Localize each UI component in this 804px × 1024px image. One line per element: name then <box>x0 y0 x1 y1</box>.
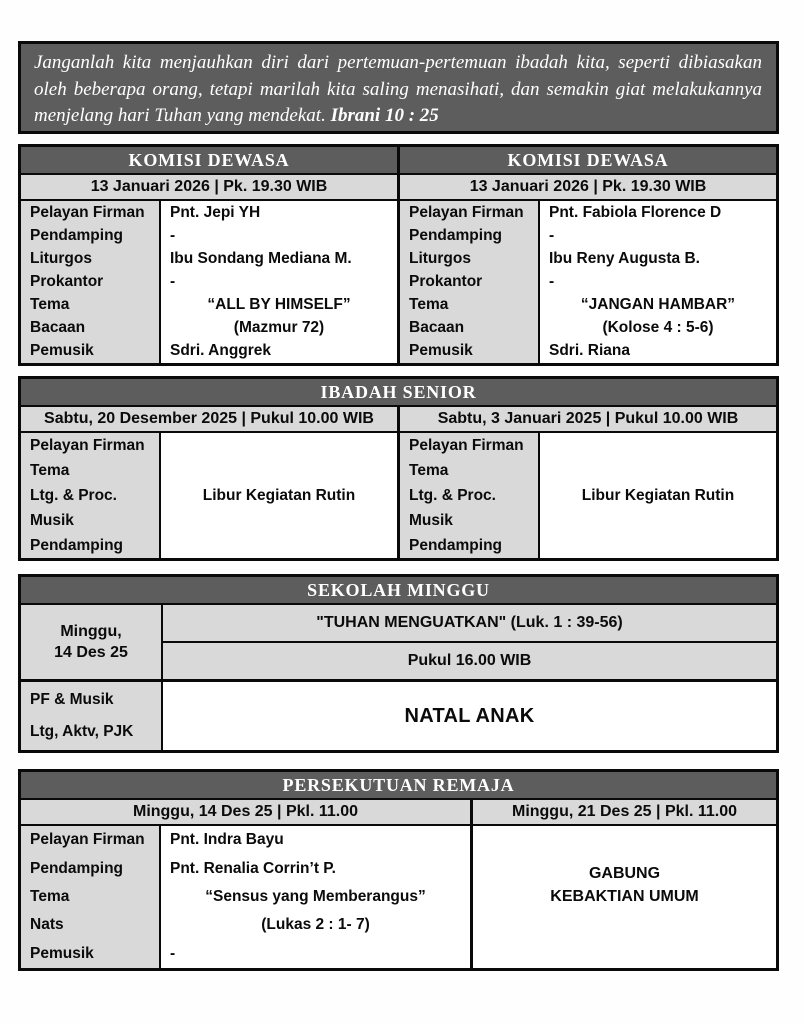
komisi-date-left: 13 Januari 2026 | Pk. 19.30 WIB <box>21 175 397 201</box>
senior-date-left: Sabtu, 20 Desember 2025 | Pukul 10.00 WIB <box>21 407 397 433</box>
sekolah-top-row <box>21 605 776 679</box>
komisi-date-row <box>21 175 776 201</box>
sekolah-date-line2: 14 Des 25 <box>54 644 128 661</box>
sekolah-label-pf-musik: PF & Musik <box>30 691 114 708</box>
komisi-label-liturgos: Liturgos <box>30 249 92 267</box>
komisi-title-right: KOMISI DEWASA <box>397 147 776 175</box>
komisi-right-half <box>397 201 776 363</box>
remaja-value-pendamping: Pnt. Renalia Corrin’t P. <box>170 859 336 877</box>
remaja-date-row <box>21 800 776 826</box>
senior-date-row <box>21 407 776 433</box>
remaja-label-tema: Tema <box>30 888 70 906</box>
remaja-label-pemusik: Pemusik <box>30 944 94 962</box>
komisi-label-tema: Tema <box>30 296 70 314</box>
senior-header-row <box>21 379 776 407</box>
komisi-label-prokantor: Prokantor <box>409 272 483 290</box>
senior-right-value-cell <box>540 433 776 558</box>
komisi-right-value-tema: “JANGAN HAMBAR” <box>580 296 736 314</box>
senior-date-right: Sabtu, 3 Januari 2025 | Pukul 10.00 WIB <box>397 407 776 433</box>
komisi-label-pemusik: Pemusik <box>409 342 473 360</box>
scripture-quote-box <box>18 41 779 134</box>
table-sekolah-minggu <box>18 574 779 753</box>
sekolah-waktu: Pukul 16.00 WIB <box>163 643 776 679</box>
komisi-left-values <box>161 201 397 363</box>
komisi-right-value-prokantor: - <box>549 272 555 290</box>
senior-title: IBADAH SENIOR <box>21 379 776 407</box>
komisi-date-right: 13 Januari 2026 | Pk. 19.30 WIB <box>397 175 776 201</box>
komisi-label-pemusik: Pemusik <box>30 342 94 360</box>
komisi-left-value-pendamping: - <box>170 226 176 244</box>
komisi-left-value-prokantor: - <box>170 272 176 290</box>
remaja-value-pelayan-firman: Pnt. Indra Bayu <box>170 831 284 849</box>
senior-label-ltg-proc: Ltg. & Proc. <box>30 486 117 504</box>
senior-label-pelayan-firman: Pelayan Firman <box>409 436 524 454</box>
remaja-label-pendamping: Pendamping <box>30 859 124 877</box>
senior-left-labels <box>21 433 161 558</box>
komisi-label-pelayan-firman: Pelayan Firman <box>409 203 524 221</box>
komisi-right-labels <box>400 201 540 363</box>
komisi-header-row <box>21 147 776 175</box>
komisi-title-left: KOMISI DEWASA <box>21 147 397 175</box>
komisi-right-value-pelayan-firman: Pnt. Fabiola Florence D <box>549 203 722 221</box>
sekolah-acara: NATAL ANAK <box>163 682 776 750</box>
remaja-right-line2: KEBAKTIAN UMUM <box>550 888 699 905</box>
remaja-right-cell <box>470 826 776 968</box>
senior-left-half <box>21 433 397 558</box>
sekolah-bottom-row <box>21 679 776 750</box>
sekolah-header-row <box>21 577 776 605</box>
senior-label-tema: Tema <box>409 461 449 479</box>
komisi-label-prokantor: Prokantor <box>30 272 104 290</box>
senior-label-tema: Tema <box>30 461 70 479</box>
komisi-right-value-bacaan: (Kolose 4 : 5-6) <box>602 319 714 337</box>
remaja-date-right: Minggu, 21 Des 25 | Pkl. 11.00 <box>470 800 776 826</box>
remaja-labels <box>21 826 161 968</box>
komisi-left-value-bacaan: (Mazmur 72) <box>233 319 325 337</box>
senior-left-value-cell <box>161 433 397 558</box>
komisi-left-value-pelayan-firman: Pnt. Jepi YH <box>170 203 261 221</box>
remaja-title: PERSEKUTUAN REMAJA <box>21 772 776 800</box>
komisi-left-value-pemusik: Sdri. Anggrek <box>170 342 272 360</box>
senior-right-value: Libur Kegiatan Rutin <box>581 486 735 504</box>
remaja-values <box>161 826 470 968</box>
komisi-left-labels <box>21 201 161 363</box>
komisi-label-bacaan: Bacaan <box>30 319 86 337</box>
remaja-value-nats: (Lukas 2 : 1- 7) <box>261 916 370 934</box>
senior-label-pendamping: Pendamping <box>409 536 503 554</box>
senior-label-pendamping: Pendamping <box>30 536 124 554</box>
komisi-label-pelayan-firman: Pelayan Firman <box>30 203 145 221</box>
komisi-left-value-tema: “ALL BY HIMSELF” <box>207 296 351 314</box>
komisi-right-value-pendamping: - <box>549 226 555 244</box>
komisi-right-value-pemusik: Sdri. Riana <box>549 342 630 360</box>
sekolah-date-cell <box>21 605 163 679</box>
sekolah-title: SEKOLAH MINGGU <box>21 577 776 605</box>
komisi-body-row <box>21 201 776 363</box>
bulletin-content <box>18 41 779 971</box>
komisi-label-liturgos: Liturgos <box>409 249 471 267</box>
remaja-right-line1: GABUNG <box>588 865 661 882</box>
senior-label-musik: Musik <box>30 511 74 529</box>
remaja-value-pemusik: - <box>170 944 176 962</box>
senior-left-value: Libur Kegiatan Rutin <box>202 486 356 504</box>
table-ibadah-senior <box>18 376 779 561</box>
senior-label-pelayan-firman: Pelayan Firman <box>30 436 145 454</box>
scripture-reference: Ibrani 10 : 25 <box>330 105 439 126</box>
senior-body-row <box>21 433 776 558</box>
remaja-body-row <box>21 826 776 968</box>
scripture-quote-text: Janganlah kita menjauhkan diri dari pertemuan-pertemuan ibadah kita, seperti dibiasakan oleh beberapa orang, tetapi marilah kita saling menasihati, dan semakin giat melakukannya menjelang hari Tuhan yang mendekat. <box>34 52 762 126</box>
komisi-left-value-liturgos: Ibu Sondang Mediana M. <box>170 249 352 267</box>
sekolah-label-ltg-aktv-pjk: Ltg, Aktv, PJK <box>30 723 134 740</box>
komisi-label-pendamping: Pendamping <box>409 226 503 244</box>
komisi-label-tema: Tema <box>409 296 449 314</box>
komisi-right-value-liturgos: Ibu Reny Augusta B. <box>549 249 700 267</box>
komisi-left-half <box>21 201 397 363</box>
table-persekutuan-remaja <box>18 769 779 971</box>
sekolah-tema: "TUHAN MENGUATKAN" (Luk. 1 : 39-56) <box>163 605 776 643</box>
senior-label-musik: Musik <box>409 511 453 529</box>
sekolah-roles-cell <box>21 682 163 750</box>
senior-right-half <box>397 433 776 558</box>
remaja-value-tema: “Sensus yang Memberangus” <box>205 888 426 906</box>
komisi-label-bacaan: Bacaan <box>409 319 465 337</box>
table-komisi-dewasa <box>18 144 779 366</box>
sekolah-date-line1: Minggu, <box>60 623 122 640</box>
senior-right-labels <box>400 433 540 558</box>
remaja-label-nats: Nats <box>30 916 64 934</box>
remaja-header-row <box>21 772 776 800</box>
remaja-label-pelayan-firman: Pelayan Firman <box>30 831 145 849</box>
sekolah-top-right <box>163 605 776 679</box>
komisi-label-pendamping: Pendamping <box>30 226 124 244</box>
remaja-left-half <box>21 826 470 968</box>
komisi-right-values <box>540 201 776 363</box>
remaja-date-left: Minggu, 14 Des 25 | Pkl. 11.00 <box>21 800 470 826</box>
senior-label-ltg-proc: Ltg. & Proc. <box>409 486 496 504</box>
